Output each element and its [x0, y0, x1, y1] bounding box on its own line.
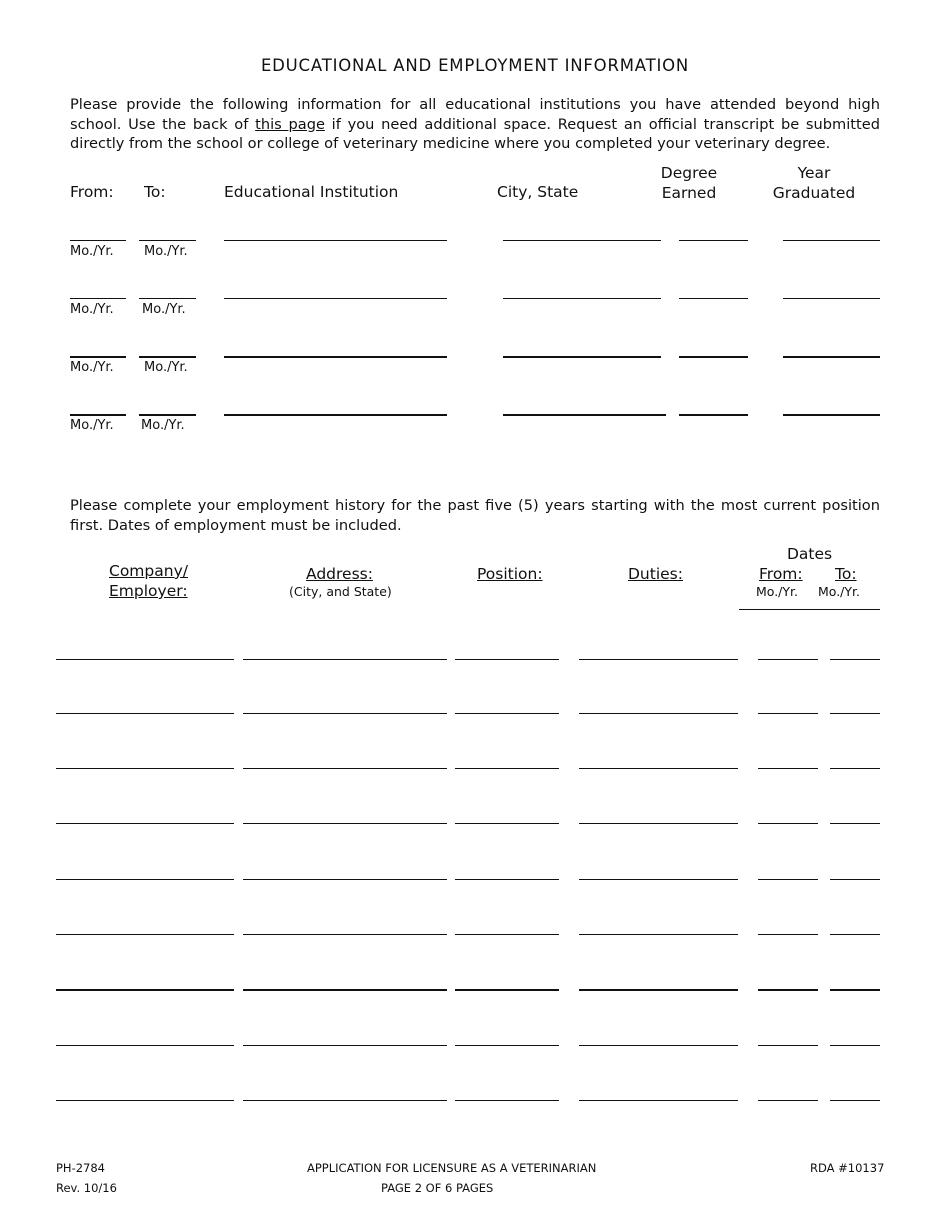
emp-header-company-line2: Employer: — [109, 582, 188, 600]
edu-institution-field[interactable] — [224, 298, 447, 299]
emp-header-company — [109, 561, 188, 601]
edu-city-state-field[interactable] — [503, 298, 661, 299]
emp-header-dates: Dates — [787, 545, 833, 563]
emp-position-field[interactable] — [455, 1100, 559, 1101]
emp-position-field[interactable] — [455, 934, 559, 935]
edu-from-label: Mo./Yr. — [70, 244, 114, 259]
edu-to-field[interactable] — [139, 298, 196, 299]
emp-duties-field[interactable] — [579, 989, 738, 991]
emp-to-field[interactable] — [830, 823, 880, 824]
footer-rda: RDA #10137 — [810, 1161, 885, 1175]
emp-from-field[interactable] — [758, 823, 818, 824]
edu-header-to: To: — [144, 183, 166, 201]
emp-from-field[interactable] — [758, 989, 818, 991]
edu-from-label: Mo./Yr. — [70, 418, 114, 433]
edu-header-degree — [648, 163, 730, 203]
education-instructions-text-1: Please provide the following information for all educational institutions you have attended beyond high school. Use the back of — [70, 96, 880, 133]
emp-header-duties: Duties: — [628, 565, 683, 583]
employment-instructions: Please complete your employment history for the past five (5) years starting with the most current position first. Dates of employment must be included. — [70, 497, 880, 534]
emp-position-field[interactable] — [455, 1045, 559, 1046]
edu-year-field[interactable] — [783, 298, 880, 299]
emp-header-position: Position: — [477, 565, 543, 583]
edu-to-field[interactable] — [139, 356, 196, 358]
footer-application-title: APPLICATION FOR LICENSURE AS A VETERINARIAN — [307, 1161, 597, 1175]
emp-duties-field[interactable] — [579, 1100, 738, 1101]
emp-position-field[interactable] — [455, 768, 559, 769]
emp-from-field[interactable] — [758, 659, 818, 660]
edu-city-state-field[interactable] — [503, 240, 661, 241]
emp-company-field[interactable] — [56, 823, 234, 824]
emp-dates-header-rule — [739, 609, 880, 610]
emp-to-field[interactable] — [830, 659, 880, 660]
emp-to-field[interactable] — [830, 768, 880, 769]
emp-duties-field[interactable] — [579, 823, 738, 824]
emp-address-field[interactable] — [243, 823, 447, 824]
emp-company-field[interactable] — [56, 879, 234, 880]
edu-from-label: Mo./Yr. — [70, 360, 114, 375]
edu-institution-field[interactable] — [224, 356, 447, 358]
emp-address-field[interactable] — [243, 713, 447, 714]
edu-city-state-field[interactable] — [503, 414, 666, 416]
emp-header-address-sub: (City, and State) — [289, 584, 392, 599]
edu-header-degree-line1: Degree — [660, 164, 718, 182]
emp-from-field[interactable] — [758, 713, 818, 714]
emp-company-field[interactable] — [56, 1100, 234, 1101]
emp-position-field[interactable] — [455, 989, 559, 991]
footer-page-info: PAGE 2 OF 6 PAGES — [381, 1181, 494, 1195]
emp-address-field[interactable] — [243, 659, 447, 660]
page-title: EDUCATIONAL AND EMPLOYMENT INFORMATION — [260, 56, 690, 75]
emp-to-field[interactable] — [830, 934, 880, 935]
emp-from-field[interactable] — [758, 768, 818, 769]
edu-to-label: Mo./Yr. — [144, 360, 188, 375]
emp-duties-field[interactable] — [579, 659, 738, 660]
edu-header-degree-line2: Earned — [661, 184, 717, 202]
emp-from-field[interactable] — [758, 1100, 818, 1101]
emp-header-from: From: — [759, 565, 803, 583]
emp-duties-field[interactable] — [579, 879, 738, 880]
emp-header-to-sub: Mo./Yr. — [818, 584, 860, 599]
emp-duties-field[interactable] — [579, 1045, 738, 1046]
edu-year-field[interactable] — [783, 414, 880, 416]
edu-to-field[interactable] — [139, 240, 196, 241]
edu-from-field[interactable] — [70, 240, 126, 241]
emp-to-field[interactable] — [830, 713, 880, 714]
emp-position-field[interactable] — [455, 713, 559, 714]
emp-company-field[interactable] — [56, 713, 234, 714]
edu-header-year — [762, 163, 866, 203]
emp-position-field[interactable] — [455, 879, 559, 880]
emp-company-field[interactable] — [56, 989, 234, 991]
edu-to-label: Mo./Yr. — [141, 418, 185, 433]
edu-from-field[interactable] — [70, 356, 126, 358]
emp-to-field[interactable] — [830, 1100, 880, 1101]
emp-from-field[interactable] — [758, 879, 818, 880]
edu-year-field[interactable] — [783, 240, 880, 241]
edu-degree-field[interactable] — [679, 414, 748, 416]
edu-degree-field[interactable] — [679, 240, 748, 241]
edu-header-year-line1: Year — [797, 164, 831, 182]
emp-to-field[interactable] — [830, 879, 880, 880]
footer-form-number: PH-2784 — [56, 1161, 105, 1175]
edu-city-state-field[interactable] — [503, 356, 661, 358]
edu-degree-field[interactable] — [679, 298, 748, 299]
edu-degree-field[interactable] — [679, 356, 748, 358]
emp-address-field[interactable] — [243, 879, 447, 880]
footer-revision: Rev. 10/16 — [56, 1181, 117, 1195]
edu-from-field[interactable] — [70, 414, 126, 416]
emp-company-field[interactable] — [56, 659, 234, 660]
emp-position-field[interactable] — [455, 823, 559, 824]
edu-to-label: Mo./Yr. — [144, 244, 188, 259]
emp-header-address: Address: — [306, 565, 373, 583]
emp-address-field[interactable] — [243, 934, 447, 935]
emp-from-field[interactable] — [758, 1045, 818, 1046]
education-instructions-text-2: if you need additional space. Request an official transcript be submitted directly from the school or college of veterinary medicine where you completed your veterinary degree. — [70, 115, 880, 152]
emp-company-field[interactable] — [56, 768, 234, 769]
emp-position-field[interactable] — [455, 659, 559, 660]
emp-address-field[interactable] — [243, 989, 447, 991]
emp-to-field[interactable] — [830, 1045, 880, 1046]
education-instructions — [70, 95, 880, 154]
emp-duties-field[interactable] — [579, 713, 738, 714]
emp-header-to: To: — [835, 565, 857, 583]
edu-header-institution: Educational Institution — [224, 183, 399, 201]
emp-address-field[interactable] — [243, 1100, 447, 1101]
edu-institution-field[interactable] — [224, 414, 447, 416]
edu-to-field[interactable] — [139, 414, 196, 416]
edu-year-field[interactable] — [783, 356, 880, 358]
emp-duties-field[interactable] — [579, 934, 738, 935]
emp-company-field[interactable] — [56, 1045, 234, 1046]
emp-from-field[interactable] — [758, 934, 818, 935]
emp-to-field[interactable] — [830, 989, 880, 991]
edu-header-from: From: — [70, 183, 114, 201]
emp-header-from-sub: Mo./Yr. — [756, 584, 798, 599]
edu-to-label: Mo./Yr. — [142, 302, 186, 317]
edu-from-label: Mo./Yr. — [70, 302, 114, 317]
edu-from-field[interactable] — [70, 298, 126, 299]
edu-header-year-line2: Graduated — [772, 184, 856, 202]
edu-header-city-state: City, State — [497, 183, 579, 201]
emp-duties-field[interactable] — [579, 768, 738, 769]
emp-address-field[interactable] — [243, 1045, 447, 1046]
edu-institution-field[interactable] — [224, 240, 447, 241]
this-page-link[interactable]: this page — [255, 115, 325, 133]
emp-address-field[interactable] — [243, 768, 447, 769]
emp-company-field[interactable] — [56, 934, 234, 935]
emp-header-company-line1: Company/ — [109, 562, 188, 580]
